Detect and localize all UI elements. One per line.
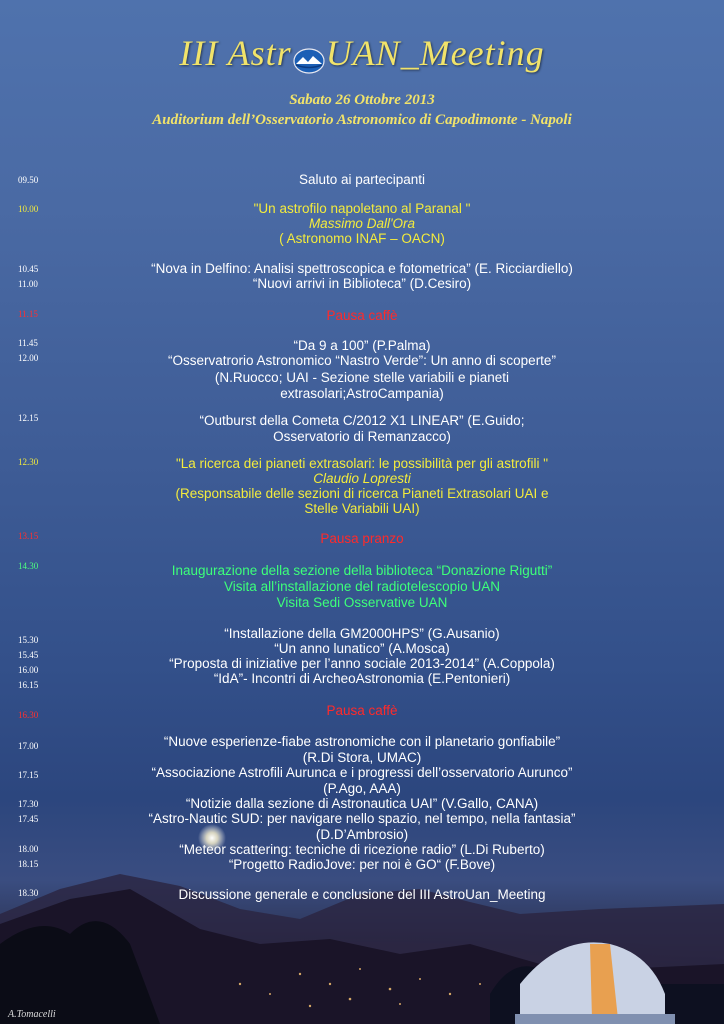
program-inaugurazione-2: Visita all’installazione del radiotelescopio UAN [224,579,500,594]
program-nautic-2: (D.D’Ambrosio) [315,827,409,842]
time-1215: 12.15 [18,413,39,423]
time-1100: 11.00 [18,279,38,289]
program-meteor: “Meteor scattering: tecniche di ricezione radio” (L.Di Ruberto) [179,842,545,857]
time-1730: 17.30 [18,799,39,809]
program-saluto: Saluto ai partecipanti [298,172,426,187]
time-1000: 10.00 [18,204,39,214]
program-nastro-2: (N.Ruocco; UAI - Sezione stelle variabili e pianeti [214,370,510,385]
program-ricerca-title: "La ricerca dei pianeti extrasolari: le possibilità per gli astrofili " [175,456,548,471]
time-1830: 18.30 [18,888,39,898]
program-astrofilo-title: "Un astrofilo napoletano al Paranal " [253,201,471,216]
time-1115: 11.15 [18,309,38,319]
program-aurunca-1: “Associazione Astrofili Aurunca e i progressi dell’osservatorio Aurunco” [151,765,573,780]
title-text-1: III Astr [179,33,292,73]
time-1630: 16.30 [18,710,39,720]
program-nautic-1: “Astro-Nautic SUD: per navigare nello spazio, nel tempo, nella fantasia” [148,811,576,826]
event-venue: Auditorium dell’Osservatorio Astronomico di Capodimonte - Napoli [152,112,572,128]
program-aurunca-2: (P.Ago, AAA) [323,781,401,796]
title-text-2: UAN_Meeting [325,33,545,73]
program-pausa-caffe-1: Pausa caffè [326,308,398,323]
program-ricerca-affil-2: Stelle Variabili UAI) [304,501,420,516]
program-notizie: “Notizie dalla sezione di Astronautica UAI” (V.Gallo, CANA) [185,796,539,811]
program-lunatico: “Un anno lunatico” (A.Mosca) [274,641,450,656]
time-1600: 16.00 [18,665,39,675]
program-astrofilo-affil: ( Astronomo INAF – OACN) [279,231,445,246]
time-1545: 15.45 [18,650,39,660]
program-ida: “IdA”- Incontri di ArcheoAstronomia (E.Pentonieri) [213,671,511,686]
program-inaugurazione-1: Inaugurazione della sezione della biblioteca “Donazione Rigutti” [171,563,553,578]
time-1745: 17.45 [18,814,39,824]
time-1700: 17.00 [18,741,39,751]
uan-logo-icon [293,41,325,67]
time-1615: 16.15 [18,680,39,690]
time-1315: 13.15 [18,531,39,541]
program-astrofilo-speaker: Massimo Dall'Ora [308,216,416,231]
program-fiabe-2: (R.Di Stora, UMAC) [302,750,422,765]
program-proposta: “Proposta di iniziative per l’anno sociale 2013-2014” (A.Coppola) [169,656,555,671]
time-1815: 18.15 [18,859,39,869]
photo-credit: A.Tomacelli [8,1009,56,1020]
program-nastro-3: extrasolari;AstroCampania) [280,386,444,401]
time-1200: 12.00 [18,353,39,363]
program-inaugurazione-3: Visita Sedi Osservative UAN [276,595,448,610]
time-1715: 17.15 [18,770,39,780]
program-fiabe-1: “Nuove esperienze-fiabe astronomiche con il planetario gonfiabile” [163,734,561,749]
time-1430: 14.30 [18,561,39,571]
page-title [0,32,724,74]
time-0950: 09.50 [18,175,39,185]
program-nastro-1: “Osservatrorio Astronomico “Nastro Verde”: Un anno di scoperte” [168,353,556,368]
event-date: Sabato 26 Ottobre 2013 [289,92,435,108]
program-pausa-caffe-2: Pausa caffè [326,703,398,718]
time-1045: 10.45 [18,264,39,274]
time-1145: 11.45 [18,338,38,348]
program-ricerca-speaker: Claudio Lopresti [313,471,411,486]
program-pausa-pranzo: Pausa pranzo [320,531,404,546]
time-1230: 12.30 [18,457,39,467]
time-1800: 18.00 [18,844,39,854]
program-gm2000: “Installazione della GM2000HPS” (G.Ausanio) [224,626,500,641]
program-cometa-1: “Outburst della Cometa C/2012 X1 LINEAR” (E.Guido; [199,413,525,428]
program-discussione: Discussione generale e conclusione del III AstroUan_Meeting [178,887,546,902]
time-1530: 15.30 [18,635,39,645]
program-ricerca-affil-1: (Responsabile delle sezioni di ricerca Pianeti Extrasolari UAI e [175,486,549,501]
program-cometa-2: Osservatorio di Remanzacco) [273,429,451,444]
program-biblioteca: “Nuovi arrivi in Biblioteca” (D.Cesiro) [252,276,472,291]
program-da9: “Da 9 a 100” (P.Palma) [293,338,431,353]
program-nova: “Nova in Delfino: Analisi spettroscopica e fotometrica” (E. Ricciardiello) [151,261,573,276]
program-radiojove: “Progetto RadioJove: per noi è GO“ (F.Bove) [228,857,496,872]
